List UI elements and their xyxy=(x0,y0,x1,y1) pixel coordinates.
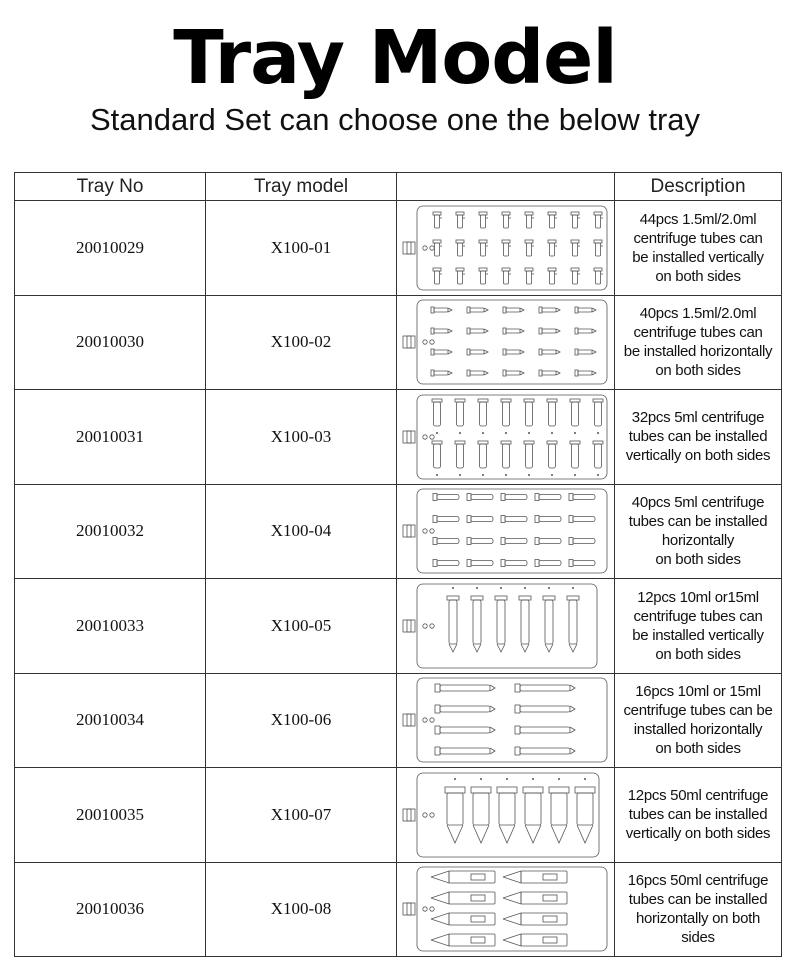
tube-slot xyxy=(503,328,524,334)
tube-slot xyxy=(575,370,596,376)
tube-slot xyxy=(539,370,560,376)
tube-slot xyxy=(571,240,580,256)
tube-slot xyxy=(535,560,561,567)
tube-slot xyxy=(433,268,442,284)
tube-slot xyxy=(575,349,596,355)
page-title: Tray Model xyxy=(173,15,617,101)
tray-description: 12pcs 10ml or15ml centrifuge tubes can be installed vertically on both sides xyxy=(615,579,782,674)
tube-slot xyxy=(539,307,560,313)
tube-slot xyxy=(569,560,595,567)
tray-number: 20010033 xyxy=(15,579,206,674)
tube-slot xyxy=(431,934,495,946)
tray-drawing xyxy=(397,201,615,296)
tray-schematic xyxy=(397,485,615,577)
table-row xyxy=(15,579,782,674)
tube-slot xyxy=(593,441,603,476)
tube-slot xyxy=(501,399,511,434)
tray-model: X100-04 xyxy=(206,484,397,579)
tube-slot xyxy=(571,212,580,228)
tube-slot xyxy=(515,747,575,755)
tube-slot xyxy=(447,587,459,652)
tray-drawing xyxy=(397,484,615,579)
tube-slot xyxy=(435,747,495,755)
tray-drawing xyxy=(397,390,615,485)
tube-slot xyxy=(535,538,561,545)
tube-slot xyxy=(478,399,488,434)
tube-slot xyxy=(503,934,567,946)
tube-slot xyxy=(515,705,575,713)
tube-slot xyxy=(515,684,575,692)
tube-slot xyxy=(575,307,596,313)
tube-slot xyxy=(431,913,495,925)
tube-slot xyxy=(502,212,511,228)
tube-slot xyxy=(525,268,534,284)
table-row xyxy=(15,673,782,768)
tray-schematic xyxy=(397,202,615,294)
tray-model: X100-08 xyxy=(206,862,397,957)
tube-slot xyxy=(503,871,567,883)
tube-slot xyxy=(471,778,491,843)
tube-slot xyxy=(479,240,488,256)
table-row xyxy=(15,768,782,863)
tube-slot xyxy=(525,212,534,228)
tube-slot xyxy=(575,328,596,334)
tray-model: X100-06 xyxy=(206,673,397,768)
tube-slot xyxy=(501,516,527,523)
tray-schematic xyxy=(397,580,615,672)
tube-slot xyxy=(478,441,488,476)
tube-slot xyxy=(433,240,442,256)
tube-slot xyxy=(501,494,527,501)
tube-slot xyxy=(548,240,557,256)
tube-slot xyxy=(431,328,452,334)
tube-slot xyxy=(503,892,567,904)
header-tray-model: Tray model xyxy=(206,173,397,201)
tube-slot xyxy=(435,726,495,734)
tube-slot xyxy=(535,494,561,501)
tube-slot xyxy=(433,560,459,567)
tray-model: X100-01 xyxy=(206,201,397,296)
tray-description: 44pcs 1.5ml/2.0ml centrifuge tubes can be installed vertically on both sides xyxy=(615,201,782,296)
tube-slot xyxy=(575,778,595,843)
tube-slot xyxy=(495,587,507,652)
tray-schematic xyxy=(397,391,615,483)
tube-slot xyxy=(539,328,560,334)
tube-slot xyxy=(455,441,465,476)
tube-slot xyxy=(548,212,557,228)
tube-slot xyxy=(456,240,465,256)
tube-slot xyxy=(467,516,493,523)
tube-slot xyxy=(433,212,442,228)
tray-drawing xyxy=(397,579,615,674)
tray-description: 12pcs 50ml centrifuge tubes can be installed vertically on both sides xyxy=(615,768,782,863)
tray-model: X100-05 xyxy=(206,579,397,674)
tube-slot xyxy=(501,538,527,545)
tray-schematic xyxy=(397,674,615,766)
tray-description: 16pcs 10ml or 15ml centrifuge tubes can be installed horizontally on both sides xyxy=(615,673,782,768)
tube-slot xyxy=(593,399,603,434)
table-row xyxy=(15,390,782,485)
tray-number: 20010029 xyxy=(15,201,206,296)
tube-slot xyxy=(503,349,524,355)
tube-slot xyxy=(523,778,543,843)
tube-slot xyxy=(569,494,595,501)
tube-slot xyxy=(501,441,511,476)
table-header-row xyxy=(15,173,782,201)
tube-slot xyxy=(435,684,495,692)
tube-slot xyxy=(569,516,595,523)
tube-slot xyxy=(455,399,465,434)
tube-slot xyxy=(432,399,442,434)
tube-slot xyxy=(467,370,488,376)
tube-slot xyxy=(549,778,569,843)
tube-slot xyxy=(467,307,488,313)
tube-slot xyxy=(501,560,527,567)
tube-slot xyxy=(433,538,459,545)
tube-slot xyxy=(515,726,575,734)
tray-model: X100-02 xyxy=(206,295,397,390)
tube-slot xyxy=(456,268,465,284)
tube-slot xyxy=(431,307,452,313)
tube-slot xyxy=(567,587,579,652)
tube-slot xyxy=(431,892,495,904)
tube-slot xyxy=(431,349,452,355)
table-row xyxy=(15,295,782,390)
tray-model: X100-07 xyxy=(206,768,397,863)
tray-description: 40pcs 1.5ml/2.0ml centrifuge tubes can be installed horizontally on both sides xyxy=(615,295,782,390)
tray-number: 20010035 xyxy=(15,768,206,863)
tube-slot xyxy=(503,913,567,925)
tube-slot xyxy=(431,871,495,883)
tube-slot xyxy=(467,349,488,355)
table-row xyxy=(15,484,782,579)
tray-description: 40pcs 5ml centrifuge tubes can be installed horizontally on both sides xyxy=(615,484,782,579)
tray-number: 20010032 xyxy=(15,484,206,579)
tray-drawing xyxy=(397,862,615,957)
tube-slot xyxy=(543,587,555,652)
tube-slot xyxy=(571,268,580,284)
tube-slot xyxy=(432,441,442,476)
tube-slot xyxy=(433,516,459,523)
tray-model: X100-03 xyxy=(206,390,397,485)
tray-description: 16pcs 50ml centrifuge tubes can be installed horizontally on both sides xyxy=(615,862,782,957)
tube-slot xyxy=(503,370,524,376)
tray-number: 20010034 xyxy=(15,673,206,768)
tube-slot xyxy=(594,268,603,284)
tube-slot xyxy=(435,705,495,713)
tube-slot xyxy=(467,560,493,567)
tray-drawing xyxy=(397,673,615,768)
tube-slot xyxy=(503,307,524,313)
tray-schematic xyxy=(397,769,615,861)
tube-slot xyxy=(479,268,488,284)
tube-slot xyxy=(524,441,534,476)
tube-slot xyxy=(479,212,488,228)
tube-slot xyxy=(594,212,603,228)
tube-slot xyxy=(471,587,483,652)
tube-slot xyxy=(547,399,557,434)
tray-schematic xyxy=(397,863,615,955)
tray-drawing xyxy=(397,768,615,863)
header-drawing xyxy=(397,173,615,201)
tube-slot xyxy=(539,349,560,355)
tube-slot xyxy=(535,516,561,523)
tube-slot xyxy=(502,240,511,256)
tray-schematic xyxy=(397,296,615,388)
table-row xyxy=(15,862,782,957)
tube-slot xyxy=(547,441,557,476)
tube-slot xyxy=(445,778,465,843)
tube-slot xyxy=(524,399,534,434)
tube-slot xyxy=(569,538,595,545)
table-row xyxy=(15,201,782,296)
tube-slot xyxy=(502,268,511,284)
tube-slot xyxy=(519,587,531,652)
tube-slot xyxy=(570,441,580,476)
tube-slot xyxy=(456,212,465,228)
tube-slot xyxy=(548,268,557,284)
tray-number: 20010031 xyxy=(15,390,206,485)
tube-slot xyxy=(570,399,580,434)
header-tray-no: Tray No xyxy=(15,173,206,201)
tube-slot xyxy=(467,494,493,501)
page-subtitle: Standard Set can choose one the below tray xyxy=(89,102,701,137)
tube-slot xyxy=(497,778,517,843)
tray-number: 20010036 xyxy=(15,862,206,957)
tray-number: 20010030 xyxy=(15,295,206,390)
tube-slot xyxy=(594,240,603,256)
tube-slot xyxy=(525,240,534,256)
tray-description: 32pcs 5ml centrifuge tubes can be installed vertically on both sides xyxy=(615,390,782,485)
tube-slot xyxy=(467,538,493,545)
tray-table xyxy=(14,172,782,957)
tube-slot xyxy=(467,328,488,334)
tray-drawing xyxy=(397,295,615,390)
tube-slot xyxy=(433,494,459,501)
header-description: Description xyxy=(615,173,782,201)
tube-slot xyxy=(431,370,452,376)
